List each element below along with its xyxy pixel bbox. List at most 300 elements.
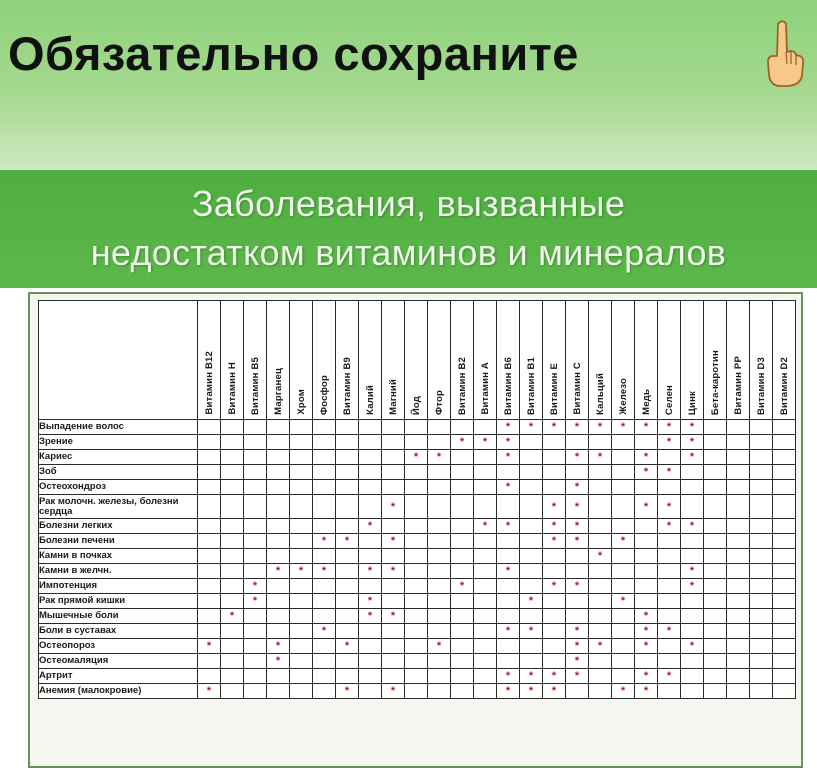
empty-cell — [405, 549, 428, 564]
empty-cell — [589, 594, 612, 609]
mark-cell: * — [635, 420, 658, 435]
column-header-label: Витамин С — [571, 362, 583, 415]
empty-cell — [704, 420, 727, 435]
mark-cell: * — [543, 519, 566, 534]
mark-cell: * — [566, 480, 589, 495]
mark-cell: * — [543, 669, 566, 684]
empty-cell — [566, 609, 589, 624]
empty-cell — [382, 624, 405, 639]
empty-cell — [635, 435, 658, 450]
empty-cell — [451, 654, 474, 669]
empty-cell — [612, 450, 635, 465]
mark-cell: * — [566, 495, 589, 519]
empty-cell — [520, 519, 543, 534]
row-label: Рак молочн. железы, болезни сердца — [39, 495, 198, 519]
empty-cell — [681, 624, 704, 639]
mark-cell: * — [543, 420, 566, 435]
mark-cell: * — [589, 639, 612, 654]
empty-cell — [566, 594, 589, 609]
empty-cell — [520, 654, 543, 669]
empty-cell — [750, 435, 773, 450]
empty-cell — [359, 579, 382, 594]
table-row — [39, 684, 796, 699]
mark-cell: * — [198, 684, 221, 699]
empty-cell — [290, 594, 313, 609]
column-header — [221, 301, 244, 420]
column-header — [635, 301, 658, 420]
empty-cell — [589, 609, 612, 624]
empty-cell — [474, 495, 497, 519]
column-header — [336, 301, 359, 420]
mark-cell: * — [267, 654, 290, 669]
mark-cell: * — [658, 519, 681, 534]
empty-cell — [520, 435, 543, 450]
empty-cell — [773, 669, 796, 684]
mark-cell: * — [497, 669, 520, 684]
empty-cell — [267, 435, 290, 450]
column-header — [267, 301, 290, 420]
table-row — [39, 435, 796, 450]
empty-cell — [244, 420, 267, 435]
empty-cell — [428, 534, 451, 549]
empty-cell — [221, 564, 244, 579]
empty-cell — [474, 669, 497, 684]
empty-cell — [382, 480, 405, 495]
empty-cell — [497, 594, 520, 609]
mark-cell: * — [382, 564, 405, 579]
column-header-label: Витамин В9 — [341, 356, 353, 415]
column-header — [359, 301, 382, 420]
mark-cell: * — [474, 435, 497, 450]
empty-cell — [727, 579, 750, 594]
table-row — [39, 594, 796, 609]
column-header-label: Витамин В5 — [249, 356, 261, 415]
empty-cell — [497, 549, 520, 564]
table-row — [39, 549, 796, 564]
empty-cell — [681, 534, 704, 549]
empty-cell — [681, 465, 704, 480]
empty-cell — [681, 669, 704, 684]
empty-cell — [221, 639, 244, 654]
empty-cell — [773, 480, 796, 495]
empty-cell — [244, 480, 267, 495]
empty-cell — [198, 654, 221, 669]
empty-cell — [267, 624, 290, 639]
empty-cell — [704, 480, 727, 495]
empty-cell — [428, 624, 451, 639]
empty-cell — [566, 564, 589, 579]
empty-cell — [405, 519, 428, 534]
empty-cell — [313, 594, 336, 609]
empty-cell — [773, 435, 796, 450]
empty-cell — [221, 519, 244, 534]
empty-cell — [313, 609, 336, 624]
empty-cell — [727, 564, 750, 579]
empty-cell — [198, 549, 221, 564]
empty-cell — [589, 435, 612, 450]
empty-cell — [267, 609, 290, 624]
empty-cell — [198, 519, 221, 534]
column-header-label: Витамин А — [479, 362, 491, 415]
mark-cell: * — [520, 420, 543, 435]
empty-cell — [221, 624, 244, 639]
empty-cell — [704, 669, 727, 684]
column-header — [451, 301, 474, 420]
empty-cell — [543, 564, 566, 579]
mark-cell: * — [566, 624, 589, 639]
empty-cell — [428, 465, 451, 480]
column-header — [198, 301, 221, 420]
mark-cell: * — [681, 450, 704, 465]
empty-cell — [198, 465, 221, 480]
table-row — [39, 420, 796, 435]
subtitle-line-2: недостатком витаминов и минералов — [90, 232, 727, 273]
empty-cell — [221, 549, 244, 564]
column-header — [566, 301, 589, 420]
empty-cell — [727, 450, 750, 465]
empty-cell — [244, 519, 267, 534]
empty-cell — [681, 495, 704, 519]
empty-cell — [704, 435, 727, 450]
empty-cell — [520, 579, 543, 594]
mark-cell: * — [566, 654, 589, 669]
empty-cell — [658, 450, 681, 465]
empty-cell — [405, 435, 428, 450]
empty-cell — [244, 495, 267, 519]
empty-cell — [244, 450, 267, 465]
mark-cell: * — [497, 519, 520, 534]
vitamin-disease-table — [38, 300, 796, 699]
empty-cell — [773, 624, 796, 639]
empty-cell — [474, 534, 497, 549]
empty-cell — [750, 495, 773, 519]
empty-cell — [543, 594, 566, 609]
column-header-label: Магний — [387, 379, 399, 415]
table-row — [39, 480, 796, 495]
empty-cell — [221, 579, 244, 594]
empty-cell — [359, 435, 382, 450]
empty-cell — [451, 624, 474, 639]
empty-cell — [359, 480, 382, 495]
column-header-label: Марганец — [272, 368, 284, 415]
mark-cell: * — [359, 564, 382, 579]
empty-cell — [198, 624, 221, 639]
empty-cell — [773, 564, 796, 579]
column-header-label: Витамин D3 — [755, 356, 767, 415]
table-row — [39, 519, 796, 534]
empty-cell — [405, 594, 428, 609]
empty-cell — [543, 465, 566, 480]
empty-cell — [497, 654, 520, 669]
mark-cell: * — [681, 579, 704, 594]
row-label: Зрение — [39, 435, 198, 450]
column-header — [543, 301, 566, 420]
empty-cell — [313, 654, 336, 669]
pointing-up-hand-icon — [760, 18, 806, 88]
mark-cell: * — [336, 534, 359, 549]
empty-cell — [727, 435, 750, 450]
empty-cell — [681, 654, 704, 669]
empty-cell — [428, 684, 451, 699]
empty-cell — [267, 594, 290, 609]
empty-cell — [382, 420, 405, 435]
empty-cell — [290, 450, 313, 465]
empty-cell — [589, 669, 612, 684]
empty-cell — [566, 549, 589, 564]
empty-cell — [359, 549, 382, 564]
empty-cell — [451, 519, 474, 534]
empty-cell — [474, 579, 497, 594]
mark-cell: * — [428, 450, 451, 465]
row-label: Болезни легких — [39, 519, 198, 534]
empty-cell — [244, 624, 267, 639]
row-label: Камни в желчн. — [39, 564, 198, 579]
empty-cell — [635, 549, 658, 564]
empty-cell — [313, 465, 336, 480]
empty-cell — [474, 624, 497, 639]
empty-cell — [658, 609, 681, 624]
mark-cell: * — [313, 564, 336, 579]
empty-cell — [727, 480, 750, 495]
mark-cell: * — [244, 594, 267, 609]
empty-cell — [198, 669, 221, 684]
empty-cell — [428, 669, 451, 684]
row-label: Остеохондроз — [39, 480, 198, 495]
empty-cell — [497, 609, 520, 624]
empty-cell — [290, 534, 313, 549]
empty-cell — [336, 669, 359, 684]
row-label: Рак прямой кишки — [39, 594, 198, 609]
column-header-label: Фосфор — [318, 374, 330, 415]
empty-cell — [267, 495, 290, 519]
empty-cell — [244, 564, 267, 579]
mark-cell: * — [543, 684, 566, 699]
empty-cell — [221, 465, 244, 480]
mark-cell: * — [428, 639, 451, 654]
mark-cell: * — [359, 519, 382, 534]
empty-cell — [474, 480, 497, 495]
column-header — [520, 301, 543, 420]
row-label: Остеопороз — [39, 639, 198, 654]
empty-cell — [267, 450, 290, 465]
empty-cell — [290, 579, 313, 594]
empty-cell — [290, 519, 313, 534]
empty-cell — [451, 549, 474, 564]
mark-cell: * — [382, 684, 405, 699]
empty-cell — [221, 420, 244, 435]
empty-cell — [290, 624, 313, 639]
empty-cell — [727, 624, 750, 639]
mark-cell: * — [543, 579, 566, 594]
empty-cell — [244, 684, 267, 699]
empty-cell — [382, 465, 405, 480]
empty-cell — [428, 435, 451, 450]
empty-cell — [451, 639, 474, 654]
empty-cell — [336, 654, 359, 669]
empty-cell — [727, 609, 750, 624]
empty-cell — [198, 480, 221, 495]
empty-cell — [520, 639, 543, 654]
column-header-label: Фтор — [433, 389, 445, 415]
empty-cell — [750, 519, 773, 534]
mark-cell: * — [681, 564, 704, 579]
column-header — [704, 301, 727, 420]
column-header-label: Селен — [663, 384, 675, 415]
empty-cell — [681, 480, 704, 495]
row-label: Импотенция — [39, 579, 198, 594]
mark-cell: * — [589, 420, 612, 435]
mark-cell: * — [520, 594, 543, 609]
empty-cell — [405, 534, 428, 549]
column-header — [497, 301, 520, 420]
empty-cell — [589, 624, 612, 639]
empty-cell — [773, 519, 796, 534]
mark-cell: * — [290, 564, 313, 579]
empty-cell — [681, 549, 704, 564]
column-header-label: Цинк — [686, 390, 698, 415]
column-header — [658, 301, 681, 420]
empty-cell — [267, 549, 290, 564]
empty-cell — [451, 420, 474, 435]
row-label: Болезни печени — [39, 534, 198, 549]
empty-cell — [704, 579, 727, 594]
empty-cell — [313, 684, 336, 699]
empty-cell — [451, 669, 474, 684]
empty-cell — [543, 639, 566, 654]
corner-cell — [39, 301, 198, 420]
mark-cell: * — [221, 609, 244, 624]
empty-cell — [290, 669, 313, 684]
empty-cell — [635, 519, 658, 534]
empty-cell — [405, 624, 428, 639]
empty-cell — [543, 435, 566, 450]
empty-cell — [267, 534, 290, 549]
empty-cell — [543, 609, 566, 624]
empty-cell — [474, 639, 497, 654]
empty-cell — [451, 684, 474, 699]
column-header — [773, 301, 796, 420]
empty-cell — [566, 435, 589, 450]
empty-cell — [773, 420, 796, 435]
empty-cell — [658, 534, 681, 549]
row-label: Мышечные боли — [39, 609, 198, 624]
empty-cell — [681, 594, 704, 609]
mark-cell: * — [589, 549, 612, 564]
empty-cell — [612, 669, 635, 684]
empty-cell — [267, 420, 290, 435]
empty-cell — [750, 654, 773, 669]
mark-cell: * — [244, 579, 267, 594]
empty-cell — [359, 495, 382, 519]
empty-cell — [382, 450, 405, 465]
table-row — [39, 579, 796, 594]
empty-cell — [589, 465, 612, 480]
empty-cell — [290, 684, 313, 699]
empty-cell — [221, 594, 244, 609]
empty-cell — [451, 495, 474, 519]
empty-cell — [313, 669, 336, 684]
mark-cell: * — [681, 639, 704, 654]
empty-cell — [612, 609, 635, 624]
empty-cell — [244, 435, 267, 450]
empty-cell — [290, 639, 313, 654]
empty-cell — [727, 465, 750, 480]
empty-cell — [658, 480, 681, 495]
mark-cell: * — [658, 435, 681, 450]
empty-cell — [451, 564, 474, 579]
empty-cell — [727, 420, 750, 435]
empty-cell — [451, 534, 474, 549]
empty-cell — [428, 609, 451, 624]
empty-cell — [750, 639, 773, 654]
column-header — [244, 301, 267, 420]
mark-cell: * — [566, 579, 589, 594]
empty-cell — [727, 654, 750, 669]
empty-cell — [520, 534, 543, 549]
mark-cell: * — [566, 669, 589, 684]
empty-cell — [727, 684, 750, 699]
mark-cell: * — [635, 639, 658, 654]
empty-cell — [681, 684, 704, 699]
table-row — [39, 609, 796, 624]
empty-cell — [589, 495, 612, 519]
empty-cell — [382, 519, 405, 534]
mark-cell: * — [635, 684, 658, 699]
empty-cell — [773, 609, 796, 624]
row-label: Артрит — [39, 669, 198, 684]
empty-cell — [267, 480, 290, 495]
empty-cell — [612, 549, 635, 564]
empty-cell — [313, 579, 336, 594]
empty-cell — [750, 564, 773, 579]
table-row — [39, 624, 796, 639]
empty-cell — [474, 450, 497, 465]
mark-cell: * — [336, 639, 359, 654]
column-header-label: Витамин РР — [732, 356, 744, 415]
empty-cell — [773, 549, 796, 564]
empty-cell — [520, 549, 543, 564]
empty-cell — [221, 534, 244, 549]
mark-cell: * — [497, 624, 520, 639]
empty-cell — [451, 594, 474, 609]
empty-cell — [566, 684, 589, 699]
empty-cell — [566, 465, 589, 480]
empty-cell — [336, 609, 359, 624]
empty-cell — [405, 480, 428, 495]
empty-cell — [704, 549, 727, 564]
empty-cell — [543, 624, 566, 639]
empty-cell — [451, 609, 474, 624]
empty-cell — [773, 579, 796, 594]
empty-cell — [497, 579, 520, 594]
empty-cell — [658, 654, 681, 669]
empty-cell — [405, 654, 428, 669]
column-header-label: Бета-каротин — [709, 349, 721, 415]
empty-cell — [313, 420, 336, 435]
empty-cell — [612, 519, 635, 534]
empty-cell — [221, 480, 244, 495]
table-row — [39, 654, 796, 669]
mark-cell: * — [681, 435, 704, 450]
empty-cell — [405, 420, 428, 435]
empty-cell — [474, 465, 497, 480]
column-header-label: Витамин В2 — [456, 356, 468, 415]
mark-cell: * — [612, 420, 635, 435]
column-header-label: Витамин D2 — [778, 356, 790, 415]
empty-cell — [382, 579, 405, 594]
mark-cell: * — [566, 639, 589, 654]
empty-cell — [405, 669, 428, 684]
